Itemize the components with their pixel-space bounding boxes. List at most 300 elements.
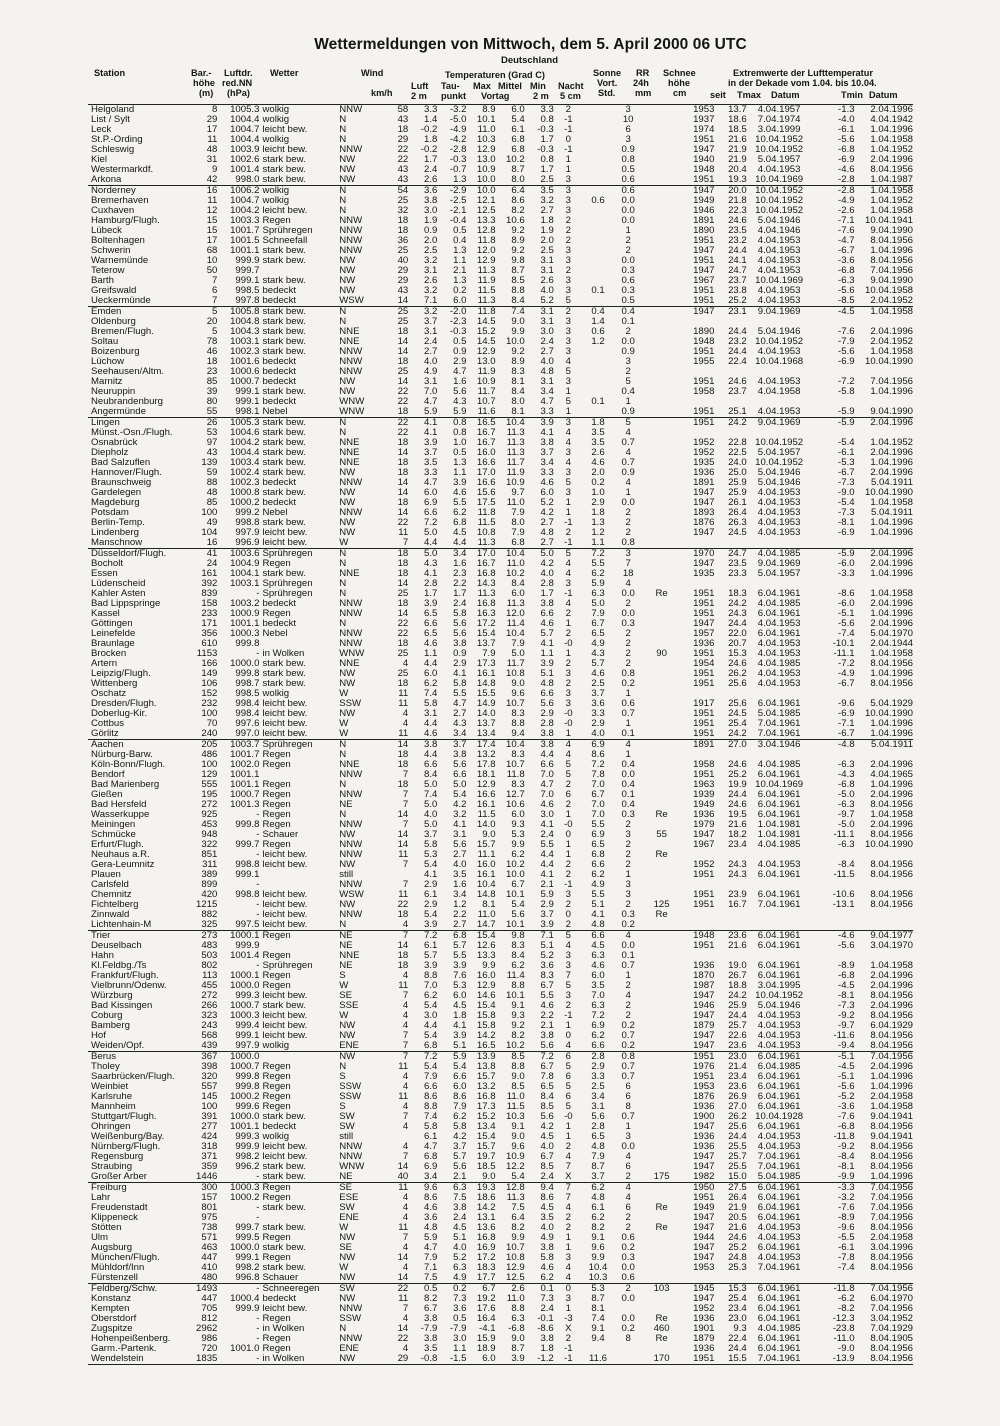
cell-pressure: 1005.3: [230, 105, 260, 115]
cell-tmin-date: 1.04.1958: [870, 961, 913, 971]
cell-station: Cottbus: [91, 719, 125, 729]
cell-wind-dir: NNW: [339, 367, 363, 377]
cell-tmin-date: 7.04.1956: [870, 1193, 913, 1203]
cell-record-since: 1951: [693, 236, 715, 246]
cell-snow-depth: [643, 1273, 680, 1284]
cell-station: Bendorf: [91, 770, 125, 780]
cell-bar-hoehe: 705: [201, 1304, 218, 1314]
cell-record-since: [680, 1273, 715, 1284]
cell-precipitation: [613, 1354, 643, 1365]
cell-temp-max: 6.0: [466, 1354, 495, 1365]
cell-tmin-date: [855, 689, 913, 699]
cell-dew-point: -2.8: [449, 145, 467, 155]
cell-temp-max: -4.1: [479, 1324, 496, 1334]
cell-wind-speed: 25: [397, 649, 409, 659]
cell-temp-air: 5.4: [424, 1031, 438, 1041]
cell-precipitation: 1: [625, 870, 631, 880]
cell-tmax: 15.3: [728, 649, 747, 659]
cell-precipitation: 3: [625, 830, 631, 840]
cell-tmin: -23.8: [832, 1324, 855, 1334]
cell-tmin: [811, 317, 854, 327]
cell-temp-max: 14.2: [476, 1031, 496, 1041]
header-station: Station: [94, 68, 126, 78]
cell-temp-min: 2.7: [540, 518, 554, 528]
cell-record-since: 1955: [693, 357, 715, 367]
cell-snow-depth: Re: [655, 1334, 668, 1344]
cell-tmin: -8.6: [838, 589, 855, 599]
table-row: [88, 830, 913, 840]
cell-precipitation: 2: [625, 1213, 631, 1223]
cell-tmax: [714, 880, 746, 890]
cell-wind-speed: 29: [397, 135, 409, 145]
cell-tmax-date: 4.04.1985: [757, 659, 801, 669]
cell-dew-point: 3.8: [453, 750, 467, 760]
cell-tmax-date: 4.04.1953: [757, 1011, 801, 1021]
cell-wind-dir: NNE: [339, 448, 360, 458]
cell-record-since: 1947: [693, 145, 715, 155]
cell-temp-air: 5.4: [424, 1001, 438, 1011]
cell-record-since: 1947: [693, 619, 715, 629]
cell-wind-dir: S: [339, 1102, 346, 1112]
cell-wind-dir: N: [339, 428, 347, 438]
cell-temp-air: 5.4: [424, 910, 438, 920]
cell-temp-air: 6.9: [424, 1162, 438, 1172]
cell-temp-max: 13.4: [476, 1122, 496, 1132]
cell-sunshine: [583, 155, 613, 165]
cell-snow-depth: [643, 920, 680, 931]
cell-wind-speed: 11: [398, 689, 409, 699]
cell-bar-hoehe: 104: [201, 528, 218, 538]
cell-wind-dir: SE: [339, 1243, 353, 1253]
table-row: [88, 458, 913, 468]
cell-pressure: 998.5: [235, 689, 260, 699]
cell-station: Norderney: [91, 185, 136, 196]
cell-record-since: [680, 317, 715, 327]
cell-tmax-date: 4.04.1953: [757, 1142, 801, 1152]
cell-temp-night: 4: [565, 559, 571, 569]
cell-dew-point: 1.3: [453, 246, 467, 256]
cell-tmin: -8.4: [838, 1152, 855, 1162]
cell-station: Deuselbach: [91, 941, 142, 951]
cell-station: Barth: [91, 276, 114, 286]
table-row: [88, 1052, 913, 1063]
cell-record-since: 1936: [693, 1132, 715, 1142]
cell-temp-min: 3.8: [540, 739, 554, 750]
cell-temp-max: 15.7: [476, 1072, 496, 1082]
cell-temp-night: 0: [565, 830, 571, 840]
cell-wind-speed: 40: [397, 256, 409, 266]
cell-snow-depth: [643, 820, 680, 830]
cell-sunshine: 2.9: [591, 719, 605, 729]
cell-station: Kl.Feldbg./Ts: [91, 961, 147, 971]
cell-pressure: 998.1: [217, 407, 259, 418]
cell-temp-mean: 7.5: [511, 1203, 525, 1213]
cell-temp-night: 3: [565, 377, 571, 387]
cell-station: Helgoland: [91, 105, 135, 115]
header-schnee-3: cm: [673, 88, 687, 98]
cell-tmin: -4.3: [838, 770, 855, 780]
cell-dew-point: 6.2: [453, 508, 467, 518]
cell-weather: Regen: [262, 609, 291, 619]
cell-sunshine: 7.0: [591, 800, 605, 810]
cell-tmax: [714, 750, 746, 760]
cell-record-since: 1951: [680, 729, 715, 740]
station-group: [88, 1284, 913, 1365]
cell-temp-night: 5: [565, 1082, 571, 1092]
cell-wind-dir: NNW: [339, 357, 363, 367]
cell-tmin: -7.6: [838, 327, 855, 337]
cell-snow-depth: [643, 337, 680, 347]
cell-precipitation: 0.7: [621, 1072, 635, 1082]
cell-wind-dir: NW: [339, 1273, 386, 1284]
cell-tmin-date: 9.04.1990: [870, 226, 913, 236]
cell-temp-night: 1: [565, 1021, 571, 1031]
cell-tmin-date: 5.04.1911: [871, 508, 913, 518]
cell-temp-mean: 8.7: [511, 165, 525, 175]
cell-station: Coburg: [91, 1011, 123, 1021]
header-luftdr-2: red.NN: [222, 78, 253, 88]
cell-tmin-date: 7.04.1956: [870, 1051, 913, 1062]
cell-tmin-date: 8.04.1956: [870, 236, 913, 246]
cell-tmin: -5.6: [838, 135, 855, 145]
cell-wind-speed: 22: [397, 155, 409, 165]
cell-temp-min: 7.2: [540, 1051, 554, 1062]
cell-bar-hoehe: 145: [201, 1092, 218, 1102]
cell-wind-dir: SSW: [339, 699, 362, 709]
cell-tmax-date: 6.04.1961: [757, 589, 801, 599]
cell-tmax-date: 4.04.1953: [757, 1233, 801, 1243]
cell-temp-min: 3.5: [540, 1213, 554, 1223]
cell-precipitation: 2: [613, 1172, 643, 1183]
cell-tmax-date: 4.04.1953: [757, 498, 801, 508]
cell-precipitation: 0.1: [621, 790, 635, 800]
cell-tmin-date: 3.04.1996: [870, 1243, 913, 1253]
cell-tmax: 22.3: [728, 206, 747, 216]
cell-wind-dir: NNW: [339, 599, 363, 609]
cell-record-since: 1947: [693, 1152, 715, 1162]
cell-tmax: 25.6: [728, 679, 747, 689]
cell-wind-dir: NW: [339, 377, 356, 387]
cell-tmin: -7.4: [838, 1263, 855, 1273]
cell-record-since: 1876: [693, 518, 715, 528]
cell-wind-dir: SE: [339, 991, 353, 1001]
cell-dew-point: 4.9: [437, 1273, 466, 1284]
cell-sunshine: 6.8: [591, 850, 605, 860]
cell-record-since: 1951: [693, 599, 715, 609]
cell-wind-speed: 4: [402, 971, 409, 981]
table-row: [88, 991, 913, 1001]
cell-tmin: -3.6: [838, 1102, 855, 1112]
cell-temp-min: 3.7: [540, 910, 554, 920]
cell-temp-air: 5.4: [424, 1062, 438, 1072]
cell-station: Lichtenhain-M: [88, 920, 189, 931]
cell-wind-dir: WNW: [339, 1162, 365, 1172]
cell-temp-air: 6.1: [424, 941, 438, 951]
cell-temp-night: 2: [565, 236, 571, 246]
cell-temp-air: 8.6: [424, 1092, 438, 1102]
cell-bar-hoehe: 68: [206, 246, 218, 256]
cell-tmin: -11.1: [833, 649, 855, 659]
cell-temp-max: 10.8: [476, 528, 496, 538]
cell-tmax: [714, 317, 746, 327]
cell-sunshine: 6.9: [591, 739, 605, 750]
cell-station: Oberstdorf: [91, 1314, 137, 1324]
cell-bar-hoehe: 447: [201, 1253, 218, 1263]
cell-precipitation: 0.6: [621, 699, 635, 709]
cell-temp-max: 10.3: [476, 135, 496, 145]
cell-wind-speed: 7: [402, 770, 409, 780]
cell-record-since: [680, 538, 715, 549]
cell-temp-night: 4: [565, 428, 571, 438]
cell-bar-hoehe: 97: [206, 438, 218, 448]
cell-bar-hoehe: 1215: [196, 900, 218, 910]
cell-pressure: 1003.2: [230, 599, 260, 609]
cell-sunshine: [583, 135, 613, 145]
cell-record-since: 1936: [693, 1102, 715, 1112]
station-group: [88, 1183, 913, 1284]
cell-tmax-date: [747, 880, 812, 890]
cell-temp-min: 2.2: [540, 1011, 554, 1021]
cell-tmin-date: 9.04.1941: [870, 1132, 913, 1142]
cell-wind-speed: 18: [397, 125, 409, 135]
table-row: [88, 125, 913, 135]
cell-sunshine: 2.9: [591, 1062, 605, 1072]
cell-record-since: 1900: [693, 1112, 715, 1122]
cell-temp-min: 3.9: [540, 417, 554, 428]
cell-dew-point: 3.1: [453, 830, 467, 840]
cell-station: Schwerin: [91, 246, 131, 256]
cell-wind-dir: NW: [339, 266, 356, 276]
cell-temp-night: 6: [565, 790, 571, 800]
cell-temp-air: 3.7: [424, 830, 438, 840]
cell-tmin-date: 1.04.1996: [870, 569, 913, 579]
cell-snow-depth: [643, 377, 680, 387]
cell-snow-depth: [643, 115, 680, 125]
cell-tmin: -6.9: [838, 357, 855, 367]
table-row: [88, 528, 913, 538]
cell-weather: stark bew.: [262, 1263, 306, 1273]
cell-tmax: 20.7: [728, 639, 747, 649]
cell-sunshine: 7.0: [591, 780, 605, 790]
cell-pressure: 996.8: [217, 1273, 259, 1284]
cell-tmin: -4.5: [838, 306, 855, 317]
cell-sunshine: 8.7: [591, 1162, 605, 1172]
cell-station: Greifswald: [91, 286, 137, 296]
cell-tmax-date: 4.04.1953: [757, 256, 801, 266]
cell-weather: Regen: [262, 216, 291, 226]
cell-bar-hoehe: 320: [201, 1072, 218, 1082]
cell-bar-hoehe: 925: [201, 810, 218, 820]
cell-wind-dir: N: [339, 810, 347, 820]
cell-precipitation: 2: [625, 599, 631, 609]
cell-sunshine: 11.6: [583, 1354, 613, 1365]
table-row: [88, 377, 913, 387]
cell-temp-mean: 9.2: [511, 226, 525, 236]
cell-tmin-date: 3.04.1952: [870, 1314, 913, 1324]
cell-temp-air: 4.1: [424, 417, 438, 428]
cell-pressure: -: [256, 1324, 260, 1334]
cell-wind-dir: NW: [339, 175, 386, 186]
table-row: [88, 1031, 913, 1041]
cell-wind-speed: 43: [397, 165, 409, 175]
cell-temp-mean: 8.9: [511, 236, 525, 246]
cell-sunshine: 5.5: [591, 820, 605, 830]
cell-temp-mean: 6.8: [511, 145, 525, 155]
cell-tmax-date: 6.04.1961: [757, 629, 801, 639]
cell-tmax: 25.4: [728, 719, 747, 729]
cell-wind-speed: 11: [398, 1182, 409, 1193]
cell-weather: [259, 1213, 339, 1223]
cell-precipitation: 0.6: [621, 1233, 635, 1243]
cell-tmin: -1.3: [838, 105, 855, 115]
cell-pressure: 1004.3: [230, 327, 260, 337]
cell-station: Boizenburg: [91, 347, 140, 357]
cell-sunshine: 6.6: [591, 860, 605, 870]
cell-temp-max: 15.7: [476, 1142, 496, 1152]
cell-tmin: -5.6: [838, 1082, 855, 1092]
cell-weather: stark bew.: [262, 458, 306, 468]
cell-tmin-date: 8.04.1956: [870, 900, 913, 910]
cell-precipitation: 0.4: [621, 780, 635, 790]
cell-bar-hoehe: 113: [202, 971, 218, 981]
cell-tmin: -6.1: [838, 125, 855, 135]
cell-precipitation: 0.9: [621, 347, 635, 357]
cell-wind-speed: 58: [397, 105, 409, 115]
cell-temp-max: 12.9: [476, 145, 496, 155]
cell-tmax-date: 9.04.1969: [757, 306, 801, 317]
cell-tmin-date: 1.04.1958: [870, 589, 913, 599]
cell-temp-min: 2.5: [540, 246, 554, 256]
cell-record-since: 1951: [693, 347, 715, 357]
cell-station: Gießen: [91, 790, 123, 800]
cell-snow-depth: [643, 750, 680, 760]
cell-dew-point: 6.0: [437, 296, 466, 307]
cell-tmax: 24.4: [728, 1132, 747, 1142]
header-temperatures: Temperaturen (Grad C): [445, 70, 545, 80]
cell-weather: Sprühregen: [262, 739, 313, 750]
cell-temp-night: 1: [565, 1122, 571, 1132]
cell-precipitation: 4: [625, 991, 631, 1001]
cell-weather: stark bew.: [262, 317, 306, 327]
cell-record-since: 1936: [693, 1344, 715, 1354]
table-row: [88, 619, 913, 629]
cell-temp-air: 5.0: [424, 528, 438, 538]
cell-snow-depth: [643, 458, 680, 468]
cell-temp-air: 4.8: [424, 1223, 438, 1233]
cell-snow-depth: [643, 357, 680, 367]
cell-sunshine: 4.9: [591, 880, 605, 890]
cell-station: Neuruppin: [91, 387, 136, 397]
cell-temp-night: 5: [565, 397, 571, 407]
cell-record-since: 1947: [693, 1294, 715, 1304]
cell-temp-max: 11.8: [477, 306, 496, 317]
cell-station: Soltau: [91, 337, 119, 347]
cell-tmin: -8.1: [838, 1162, 855, 1172]
cell-bar-hoehe: 129: [201, 770, 218, 780]
cell-dew-point: 3.9: [453, 1031, 467, 1041]
cell-bar-hoehe: 1835: [189, 1354, 217, 1365]
cell-temp-mean: 9.1: [511, 1122, 525, 1132]
cell-tmax-date: 4.04.1953: [757, 1253, 801, 1263]
cell-station: Lüchow: [91, 357, 125, 367]
cell-precipitation: 6: [625, 1092, 631, 1102]
cell-sunshine: 2.8: [591, 1122, 605, 1132]
cell-tmax: 21.6: [728, 820, 747, 830]
cell-station: Gera-Leumnitz: [91, 860, 155, 870]
cell-tmax: [714, 910, 746, 920]
cell-tmax: 21.6: [728, 135, 747, 145]
table-row: [88, 1082, 913, 1092]
cell-pressure: 997.0: [217, 729, 259, 740]
cell-precipitation: 1: [625, 689, 631, 699]
table-row: [88, 327, 913, 337]
cell-precipitation: 6: [625, 1082, 631, 1092]
cell-tmin-date: 2.04.1996: [870, 790, 913, 800]
cell-dew-point: 5.2: [453, 1253, 467, 1263]
cell-snow-depth: [643, 1183, 680, 1194]
cell-snow-depth: [643, 559, 680, 569]
table-row: [88, 1162, 913, 1172]
cell-precipitation: 0.0: [621, 256, 635, 266]
cell-temp-min: 5.6: [540, 699, 554, 709]
cell-station: Berus: [91, 1051, 117, 1062]
cell-bar-hoehe: 277: [201, 1122, 218, 1132]
cell-temp-mean: 7.4: [511, 306, 525, 317]
cell-tmin-date: 8.04.1956: [870, 165, 913, 175]
cell-tmax-date: 1.04.1981: [757, 830, 801, 840]
cell-tmin: -11.6: [833, 1031, 855, 1041]
cell-bar-hoehe: 420: [201, 890, 218, 900]
cell-temp-night: 3: [565, 890, 571, 900]
cell-pressure: 1000.0: [230, 659, 260, 669]
cell-pressure: -: [217, 1172, 259, 1183]
cell-sunshine: 6.2: [591, 1031, 605, 1041]
cell-dew-point: 0.8: [453, 417, 467, 428]
cell-tmax: 22.4: [728, 1334, 747, 1344]
cell-dew-point: 0.5: [453, 1314, 467, 1324]
cell-temp-max: 18.1: [476, 770, 496, 780]
cell-temp-max: 12.1: [476, 196, 496, 206]
cell-weather: wolkig: [259, 1041, 339, 1052]
cell-temp-mean: 9.0: [511, 679, 525, 689]
cell-precipitation: 0.8: [621, 1051, 635, 1062]
cell-tmin-date: 7.04.1956: [870, 266, 913, 276]
cell-pressure: 1000.8: [230, 488, 260, 498]
cell-weather: leicht bew.: [262, 528, 308, 538]
cell-precipitation: 0.1: [621, 317, 635, 327]
cell-bar-hoehe: 240: [189, 729, 217, 740]
table-row: [88, 649, 913, 659]
cell-temp-night: 0: [565, 135, 571, 145]
cell-bar-hoehe: 439: [189, 1041, 217, 1052]
table-row: [88, 296, 913, 307]
cell-record-since: 1976: [693, 1062, 715, 1072]
cell-wind-dir: W: [339, 1223, 349, 1233]
cell-tmin-date: 8.04.1956: [870, 256, 913, 266]
cell-dew-point: 5.5: [453, 951, 467, 961]
cell-station: Bamberg: [91, 1021, 130, 1031]
cell-pressure: -: [256, 1334, 260, 1344]
cell-snow-depth: [643, 800, 680, 810]
cell-tmin-date: 8.04.1956: [870, 860, 913, 870]
cell-temp-air: 4.4: [424, 659, 438, 669]
cell-dew-point: 3.0: [453, 1334, 467, 1344]
cell-snow-depth: Re: [655, 1314, 668, 1324]
cell-snow-depth: [643, 498, 680, 508]
cell-pressure: 1001.1: [230, 619, 260, 629]
cell-pressure: 1000.0: [230, 1112, 260, 1122]
cell-dew-point: 1.3: [437, 175, 466, 186]
